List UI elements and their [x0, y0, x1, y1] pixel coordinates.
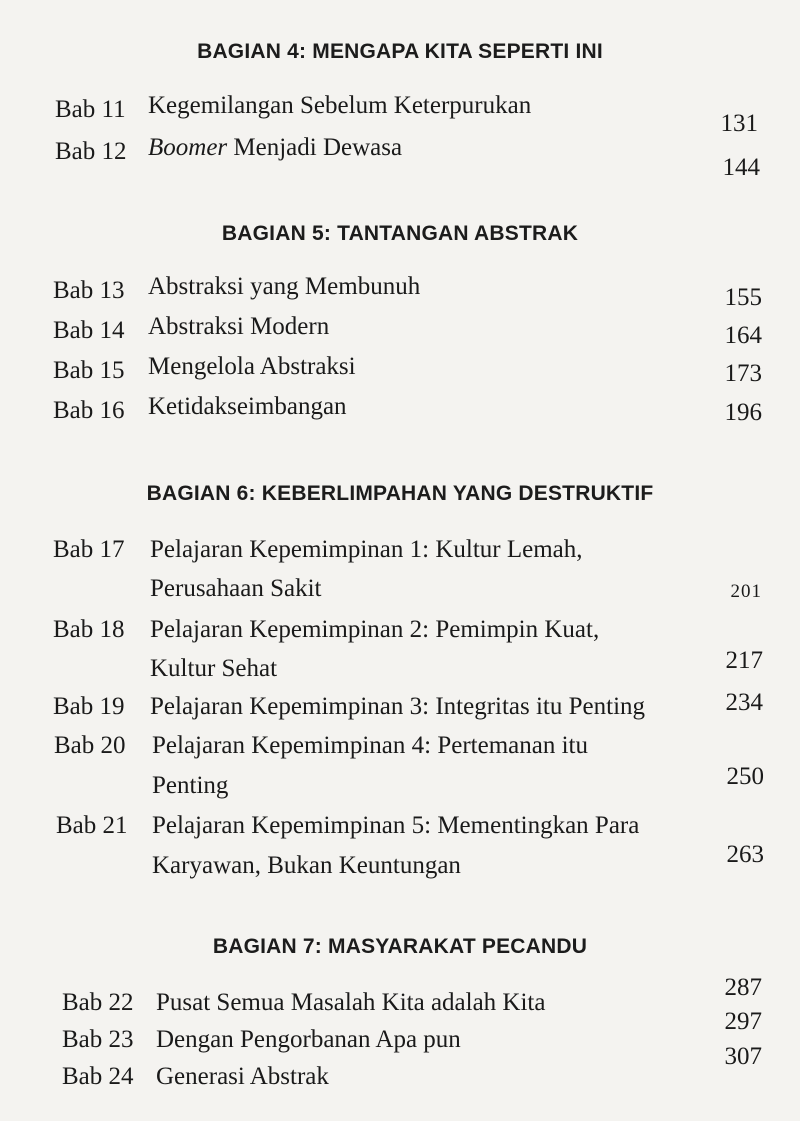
chapter-title: Dengan Pengorbanan Apa pun: [156, 1026, 461, 1053]
page-number: 250: [726, 763, 764, 790]
section-title-bagian-6: BAGIAN 6: KEBERLIMPAHAN YANG DESTRUKTIF: [146, 482, 654, 505]
page-number: 201: [730, 581, 762, 602]
chapter-title: Ketidakseimbangan: [148, 393, 347, 420]
section-title-bagian-5: BAGIAN 5: TANTANGAN ABSTRAK: [221, 222, 579, 245]
page-number: 217: [725, 647, 763, 674]
chapter-title: Generasi Abstrak: [156, 1063, 329, 1090]
chapter-number: Bab 11: [55, 96, 126, 123]
chapter-title-line-2: Perusahaan Sakit: [150, 575, 322, 602]
page-number: 173: [724, 360, 762, 387]
page-number: 131: [720, 110, 758, 137]
page-number: 263: [726, 841, 764, 868]
chapter-title: Pelajaran Kepemimpinan 3: Integritas itu Penting: [150, 693, 646, 720]
chapter-title: Mengelola Abstraksi: [148, 353, 356, 380]
page-number: 164: [724, 322, 762, 349]
chapter-number: Bab 12: [55, 138, 127, 165]
page-number: 144: [722, 154, 760, 181]
chapter-number: Bab 19: [53, 693, 125, 720]
chapter-number: Bab 20: [54, 732, 126, 759]
chapter-title: Pusat Semua Masalah Kita adalah Kita: [156, 989, 546, 1016]
page-number: 155: [724, 284, 762, 311]
chapter-title: Abstraksi Modern: [148, 313, 330, 340]
chapter-number: Bab 17: [53, 536, 125, 563]
chapter-number: Bab 21: [56, 812, 128, 839]
page-number: 287: [724, 974, 762, 1001]
chapter-number: Bab 14: [53, 317, 125, 344]
chapter-title-line-1: Pelajaran Kepemimpinan 5: Mementingkan Para: [152, 812, 640, 839]
chapter-title-line-2: Penting: [152, 772, 229, 799]
page-number: 196: [724, 399, 762, 426]
chapter-title-line-1: Pelajaran Kepemimpinan 4: Pertemanan itu: [152, 732, 588, 759]
chapter-number: Bab 13: [53, 277, 125, 304]
chapter-title-line-2: Karyawan, Bukan Keuntungan: [152, 852, 461, 879]
chapter-number: Bab 16: [53, 397, 125, 424]
section-title-bagian-4: BAGIAN 4: MENGAPA KITA SEPERTI INI: [197, 40, 603, 63]
chapter-title-line-1: Pelajaran Kepemimpinan 2: Pemimpin Kuat,: [150, 616, 600, 643]
chapter-title: Abstraksi yang Membunuh: [148, 273, 421, 300]
chapter-number: Bab 23: [62, 1026, 134, 1053]
chapter-title: Kegemilangan Sebelum Keterpurukan: [148, 92, 532, 119]
chapter-title-line-1: Pelajaran Kepemimpinan 1: Kultur Lemah,: [150, 536, 583, 563]
chapter-title: Boomer Menjadi Dewasa: [148, 134, 403, 161]
chapter-number: Bab 15: [53, 357, 125, 384]
chapter-number: Bab 22: [62, 989, 134, 1016]
page-number: 234: [725, 689, 763, 716]
section-title-bagian-7: BAGIAN 7: MASYARAKAT PECANDU: [212, 935, 588, 958]
chapter-title-line-2: Kultur Sehat: [150, 655, 278, 682]
chapter-number: Bab 24: [62, 1063, 134, 1090]
chapter-number: Bab 18: [53, 616, 125, 643]
page-number: 297: [724, 1008, 762, 1035]
page-number: 307: [724, 1043, 762, 1070]
